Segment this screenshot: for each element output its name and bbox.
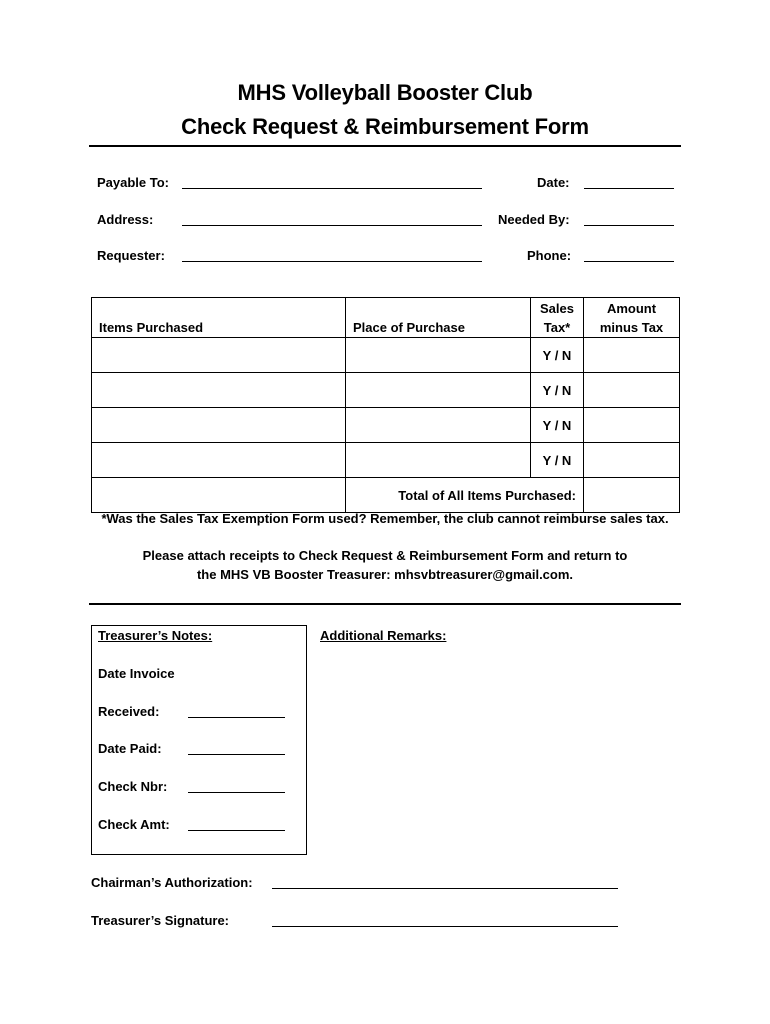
item-cell[interactable] <box>92 443 346 478</box>
form-title-line2: Check Request & Reimbursement Form <box>181 114 589 139</box>
check-nbr-field[interactable] <box>188 792 285 793</box>
place-cell[interactable] <box>346 373 531 408</box>
item-cell[interactable] <box>92 338 346 373</box>
total-blank-cell <box>92 478 346 513</box>
col-place-header: Place of Purchase <box>346 298 531 338</box>
col-tax-header-line1: Sales <box>540 300 574 316</box>
item-cell[interactable] <box>92 408 346 443</box>
requester-field[interactable] <box>182 261 482 262</box>
phone-label: Phone: <box>527 248 572 263</box>
place-cell[interactable] <box>346 338 531 373</box>
tax-yn-cell[interactable]: Y / N <box>531 373 584 408</box>
date-field[interactable] <box>584 188 674 189</box>
table-row <box>92 338 680 373</box>
received-label: Received: <box>98 704 160 719</box>
table-row <box>92 373 680 408</box>
attach-instructions-line1: Please attach receipts to Check Request & Reimbursement Form and return to <box>142 548 628 563</box>
amount-cell[interactable] <box>584 338 680 373</box>
requester-label: Requester: <box>97 248 165 263</box>
total-label: Total of All Items Purchased: <box>346 478 584 513</box>
date-paid-label: Date Paid: <box>98 741 162 756</box>
amount-cell[interactable] <box>584 408 680 443</box>
check-amt-field[interactable] <box>188 830 285 831</box>
additional-remarks-area[interactable] <box>318 650 678 850</box>
col-amount-header <box>584 298 680 338</box>
title-divider <box>89 145 681 147</box>
address-field[interactable] <box>182 225 482 226</box>
date-invoice-label: Date Invoice <box>98 666 175 681</box>
col-items-header: Items Purchased <box>92 298 346 338</box>
tax-yn-cell[interactable]: Y / N <box>531 338 584 373</box>
treasurer-signature-field[interactable] <box>272 926 618 927</box>
tax-yn-cell[interactable]: Y / N <box>531 408 584 443</box>
sales-tax-note: *Was the Sales Tax Exemption Form used? Remember, the club cannot reimburse sales tax. <box>101 511 669 526</box>
address-label: Address: <box>97 212 154 227</box>
place-cell[interactable] <box>346 408 531 443</box>
treasurer-notes-heading: Treasurer’s Notes: <box>98 628 213 643</box>
amount-cell[interactable] <box>584 373 680 408</box>
total-amount-cell[interactable] <box>584 478 680 513</box>
col-amount-header-line2: minus Tax <box>599 319 664 335</box>
table-header-row <box>92 298 680 338</box>
section-divider <box>89 603 681 605</box>
chairman-signature-field[interactable] <box>272 888 618 889</box>
chairman-authorization-label: Chairman’s Authorization: <box>91 875 253 890</box>
received-field[interactable] <box>188 717 285 718</box>
total-row <box>92 478 680 513</box>
attach-instructions-line2: the MHS VB Booster Treasurer: mhsvbtreasurer@gmail.com. <box>196 567 574 582</box>
additional-remarks-heading: Additional Remarks: <box>320 628 447 643</box>
table-row <box>92 408 680 443</box>
col-tax-header <box>531 298 584 338</box>
needed-by-label: Needed By: <box>498 212 570 227</box>
needed-by-field[interactable] <box>584 225 674 226</box>
treasurer-signature-label: Treasurer’s Signature: <box>91 913 229 928</box>
items-table <box>91 297 680 513</box>
check-amt-label: Check Amt: <box>98 817 170 832</box>
payable-to-field[interactable] <box>182 188 482 189</box>
item-cell[interactable] <box>92 373 346 408</box>
col-amount-header-line1: Amount <box>606 300 657 316</box>
table-row <box>92 443 680 478</box>
date-label: Date: <box>537 175 570 190</box>
tax-yn-cell[interactable]: Y / N <box>531 443 584 478</box>
form-title-line1: MHS Volleyball Booster Club <box>237 80 533 105</box>
place-cell[interactable] <box>346 443 531 478</box>
payable-to-label: Payable To: <box>97 175 170 190</box>
amount-cell[interactable] <box>584 443 680 478</box>
phone-field[interactable] <box>584 261 674 262</box>
check-nbr-label: Check Nbr: <box>98 779 168 794</box>
date-paid-field[interactable] <box>188 754 285 755</box>
col-tax-header-line2: Tax* <box>543 319 571 335</box>
